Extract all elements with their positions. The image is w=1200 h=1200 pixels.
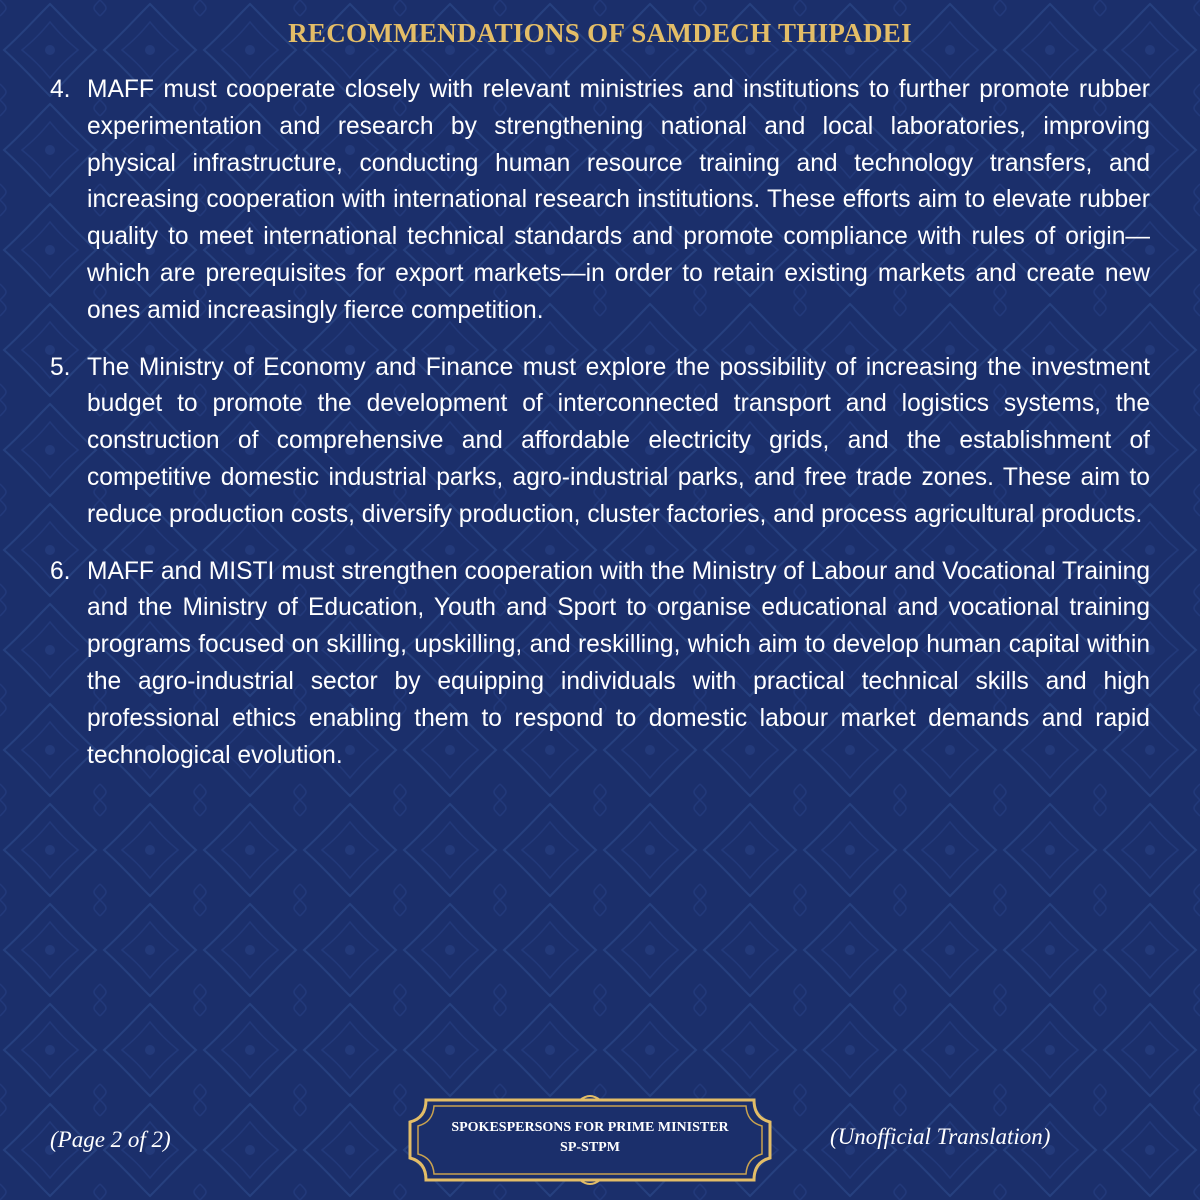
recommendation-number: 4. [50,76,71,103]
page-title: RECOMMENDATIONS OF SAMDECH THIPADEI [288,18,912,48]
translation-note: (Unofficial Translation) [830,1124,1051,1149]
recommendation-number: 6. [50,557,71,585]
page-indicator: (Page 2 of 2) [50,1127,171,1152]
recommendation-text: The Ministry of Economy and Finance must explore the possibility of increasing the investment budget to promote the development of interconnected transport and logistics systems, the construction of comprehensive and affordable electricity grids, and the establishment of competitive domestic industrial parks, agro-industrial parks, and free trade zones. These aim to reduce production costs, diversify production, cluster factories, and process agricultural products. [87,353,1150,528]
badge-label [404,1118,776,1158]
recommendations-list [50,72,1150,794]
recommendation-text: MAFF must cooperate closely with relevant ministries and institutions to further promote rubber experimentation and research by strengthening national and local laboratories, improving physical infrastructure, conducting human resource training and technology transfers, and increasing cooperation with international research institutions. These efforts aim to elevate rubber quality to meet international technical standards and promote compliance with rules of origin—which are prerequisites for export markets—in order to retain existing markets and create new ones amid increasingly fierce competition. [87,76,1150,324]
recommendation-text: MAFF and MISTI must strengthen cooperation with the Ministry of Labour and Vocational Training and the Ministry of Education, Youth and Sport to organise educational and vocational training programs focused on skilling, upskilling, and reskilling, which aim to develop human capital within the agro-industrial sector by equipping individuals with practical technical skills and high professional ethics enabling them to respond to domestic labour market demands and rapid technological evolution. [87,557,1150,769]
recommendation-item [50,72,1150,330]
recommendation-item [50,554,1150,775]
recommendation-item [50,350,1150,534]
badge-line-1: SPOKESPERSONS FOR PRIME MINISTER [451,1120,729,1135]
recommendation-number: 5. [50,353,71,381]
badge-line-2: SP-STPM [560,1140,620,1155]
